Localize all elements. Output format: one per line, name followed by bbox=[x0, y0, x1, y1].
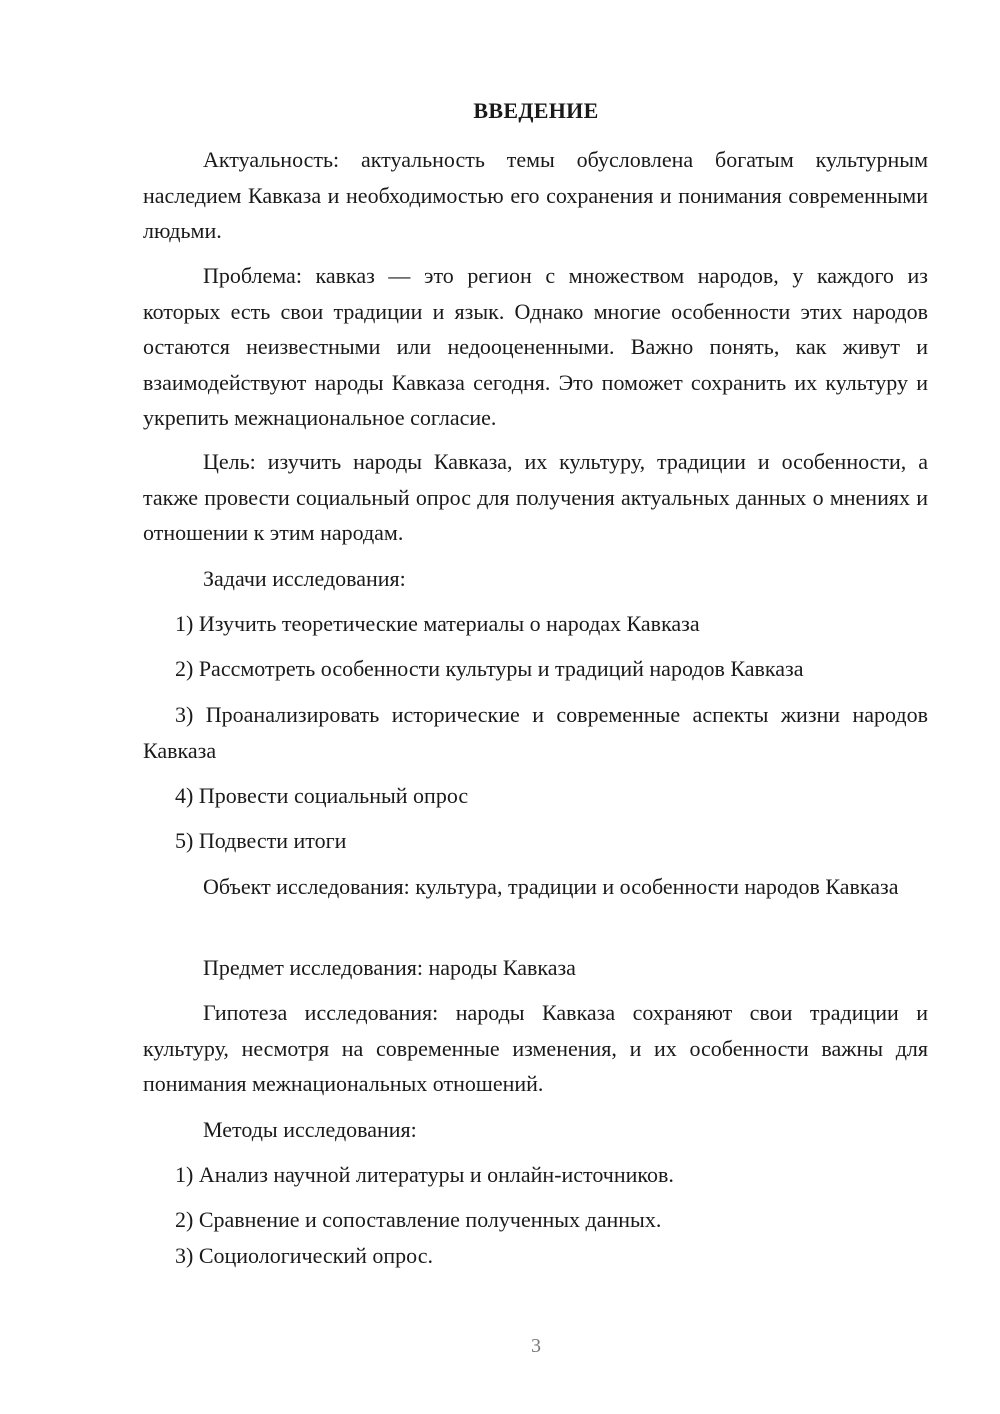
task-item-3: 3) Проанализировать исторические и современные аспекты жизни народов Кавказа bbox=[143, 702, 928, 763]
research-subject-paragraph: Предмет исследования: народы Кавказа bbox=[203, 955, 576, 980]
task-item-4: 4) Провести социальный опрос bbox=[175, 783, 469, 808]
relevance-paragraph: Актуальность: актуальность темы обусловлена богатым культурным наследием Кавказа и необходимостью его сохранения и понимания современными людьми. bbox=[143, 147, 928, 243]
tasks-heading: Задачи исследования: bbox=[203, 566, 406, 591]
task-item-5: 5) Подвести итоги bbox=[175, 828, 347, 853]
task-item-2: 2) Рассмотреть особенности культуры и традиций народов Кавказа bbox=[175, 656, 804, 681]
task-item-1: 1) Изучить теоретические материалы о народах Кавказа bbox=[175, 611, 700, 636]
methods-heading: Методы исследования: bbox=[203, 1117, 417, 1142]
method-item-1: 1) Анализ научной литературы и онлайн-источников. bbox=[175, 1162, 674, 1187]
method-item-2: 2) Сравнение и сопоставление полученных данных. bbox=[175, 1207, 662, 1232]
goal-paragraph: Цель: изучить народы Кавказа, их культуру, традиции и особенности, а также провести социальный опрос для получения актуальных данных о мнениях и отношении к этим народам. bbox=[143, 449, 928, 545]
page-number: 3 bbox=[531, 1335, 541, 1357]
hypothesis-paragraph: Гипотеза исследования: народы Кавказа сохраняют свои традиции и культуру, несмотря на современные изменения, и их особенности важны для понимания межнациональных отношений. bbox=[143, 1000, 928, 1096]
problem-paragraph: Проблема: кавказ — это регион с множеством народов, у каждого из которых есть свои традиции и язык. Однако многие особенности этих народов остаются неизвестными или недооцененными. Важно понять, как живут и взаимодействуют народы Кавказа сегодня. Это поможет сохранить их культуру и укрепить межнациональное согласие. bbox=[143, 263, 928, 430]
research-object-paragraph: Объект исследования: культура, традиции и особенности народов Кавказа bbox=[203, 874, 899, 899]
method-item-3: 3) Социологический опрос. bbox=[175, 1243, 433, 1268]
section-title: ВВЕДЕНИЕ bbox=[473, 98, 599, 123]
